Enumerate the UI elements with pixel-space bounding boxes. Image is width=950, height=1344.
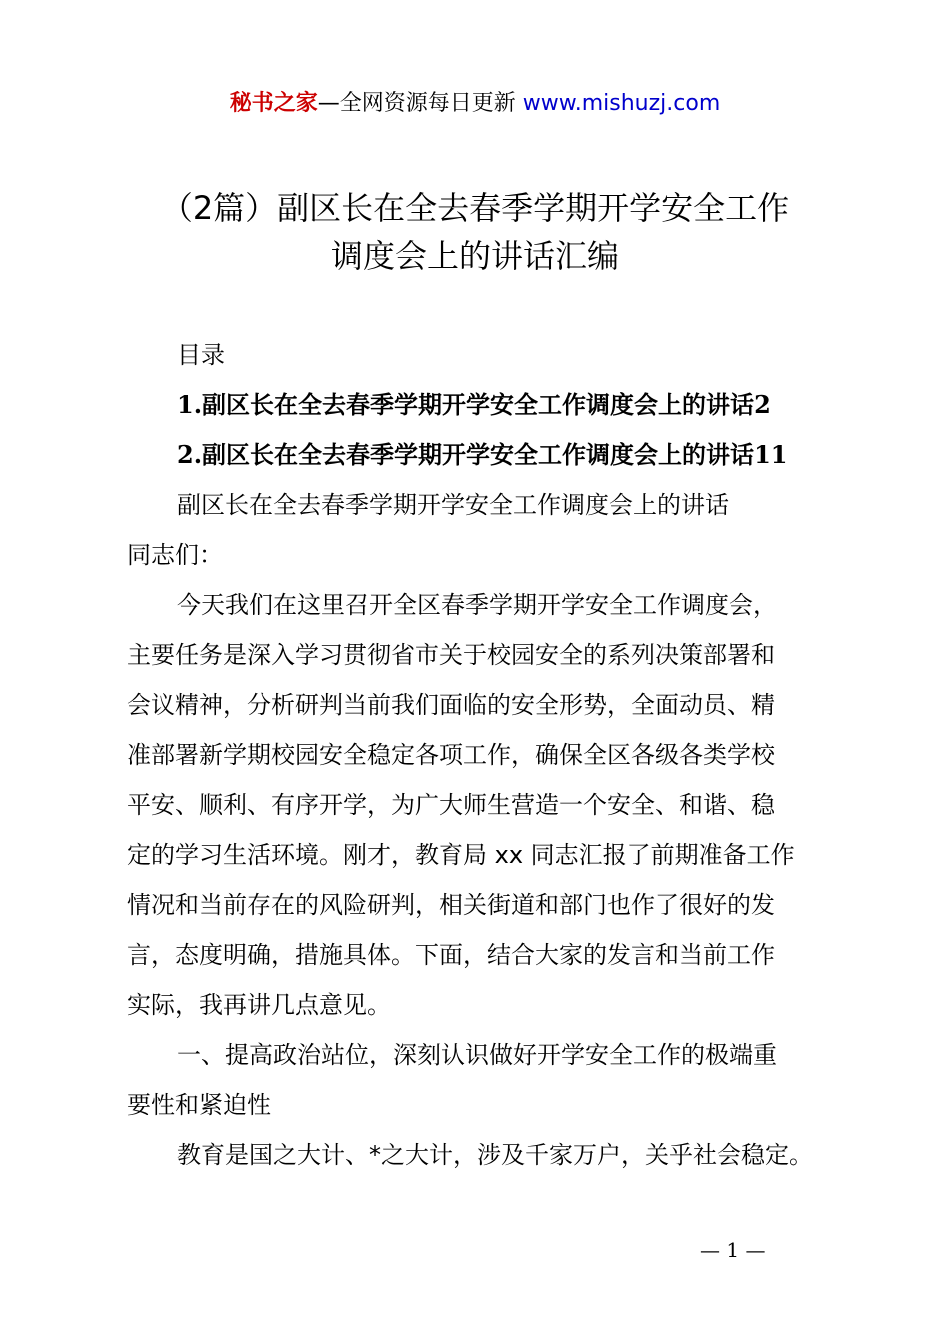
toc-item-page: 2 xyxy=(754,390,771,419)
toc-item-label: 1.副区长在全去春季学期开学安全工作调度会上的讲话 xyxy=(177,390,755,419)
paragraph-opening xyxy=(127,580,847,1030)
title-line-1: （2篇）副区长在全去春季学期开学安全工作 xyxy=(160,189,790,227)
paragraph-line: 准部署新学期校园安全稳定各项工作，确保全区各级各类学校 xyxy=(127,741,775,769)
toc-item-1[interactable] xyxy=(177,380,847,430)
paragraph-line: 教育是国之大计、*之大计，涉及千家万户，关乎社会稳定。 xyxy=(177,1141,813,1169)
site-banner xyxy=(0,88,950,120)
paragraph-line: 实际，我再讲几点意见。 xyxy=(127,991,391,1019)
section-heading-line: 一、提高政治站位，深刻认识做好开学安全工作的极端重 xyxy=(177,1041,777,1069)
paragraph-line: 定的学习生活环境。刚才，教育局 xx 同志汇报了前期准备工作 xyxy=(127,841,795,869)
speech-title: 副区长在全去春季学期开学安全工作调度会上的讲话 xyxy=(177,491,729,519)
paragraph-education xyxy=(127,1130,847,1180)
paragraph-line: 平安、顺利、有序开学，为广大师生营造一个安全、和谐、稳 xyxy=(127,791,775,819)
page-number: — 1 — xyxy=(700,1238,766,1262)
section-heading-1 xyxy=(127,1030,847,1130)
section-heading-line: 要性和紧迫性 xyxy=(127,1091,271,1119)
toc-item-2[interactable] xyxy=(177,430,847,480)
toc-heading: 目录 xyxy=(177,341,225,369)
brand-name: 秘书之家 xyxy=(229,91,318,116)
paragraph-line: 会议精神，分析研判当前我们面临的安全形势，全面动员、精 xyxy=(127,691,775,719)
title-line-2: 调度会上的讲话汇编 xyxy=(330,237,619,275)
site-url-link[interactable]: www.mishuzj.com xyxy=(522,91,721,116)
paragraph-line: 言，态度明确，措施具体。下面，结合大家的发言和当前工作 xyxy=(127,941,775,969)
document-title xyxy=(80,184,870,280)
salutation: 同志们： xyxy=(127,541,223,569)
toc-item-page: 11 xyxy=(754,440,788,469)
paragraph-line: 情况和当前存在的风险研判，相关街道和部门也作了很好的发 xyxy=(127,891,775,919)
paragraph-line: 主要任务是深入学习贯彻省市关于校园安全的系列决策部署和 xyxy=(127,641,775,669)
toc-item-label: 2.副区长在全去春季学期开学安全工作调度会上的讲话 xyxy=(177,440,755,469)
banner-tagline: —全网资源每日更新 xyxy=(317,91,523,116)
paragraph-line: 今天我们在这里召开全区春季学期开学安全工作调度会， xyxy=(177,591,777,619)
